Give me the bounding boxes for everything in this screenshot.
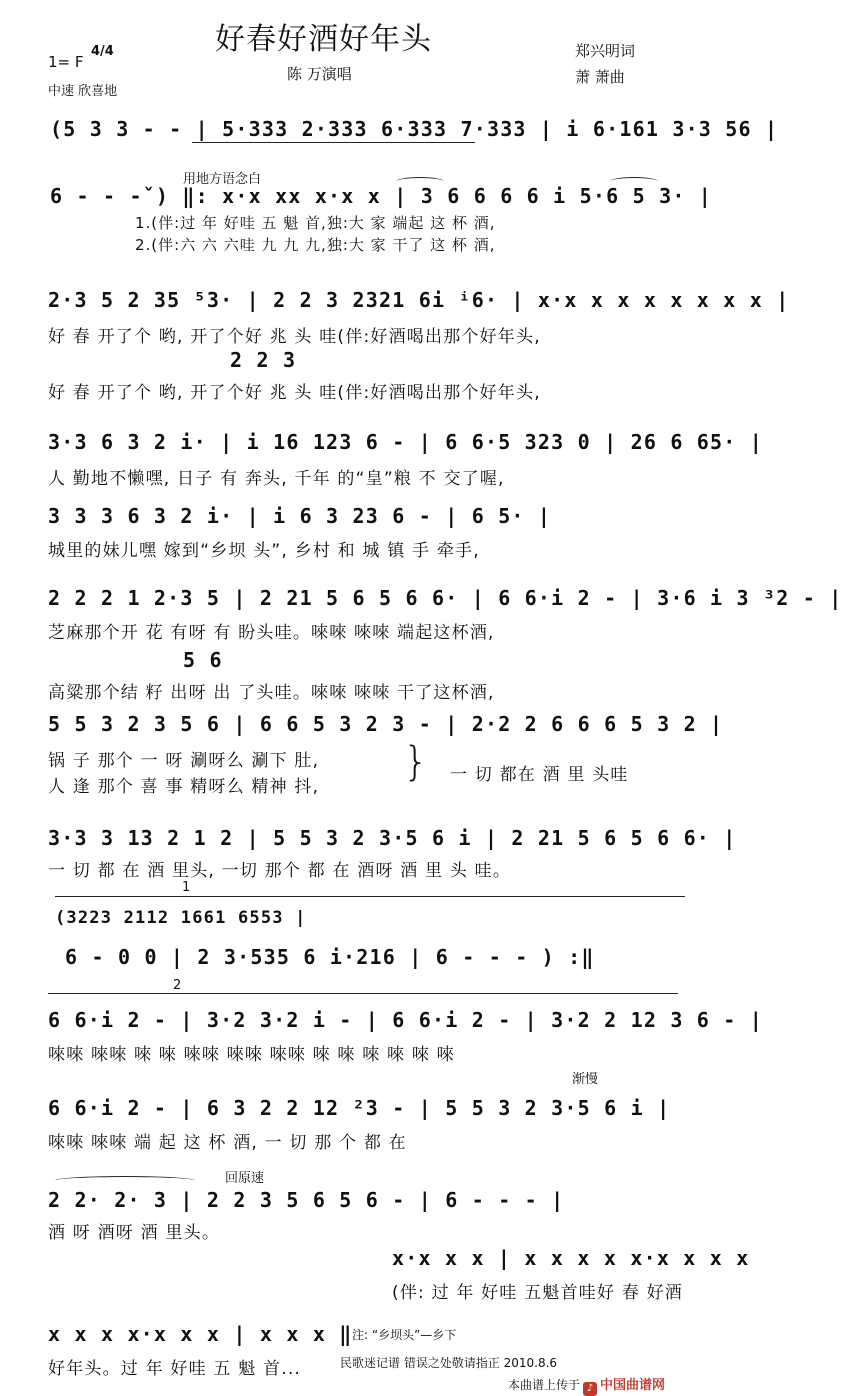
lyric-verse-1: 1.(伴:过 年 好哇 五 魁 首,独:大 家 端起 这 杯 酒, xyxy=(135,214,496,232)
score-line-2: 6 - - -ˇ) ‖: x·x xx x·x x | 3 6 6 6 6 i 5·6 5 3· | xyxy=(50,184,713,208)
score-line-11: 6 6·i 2 - | 3·2 3·2 i - | 6 6·i 2 - | 3·2 2 12 3 6 - | xyxy=(48,1008,764,1032)
a-tempo-marking: 回原速 xyxy=(225,1171,265,1186)
lyric-line-8: 一 切 都 在 酒 里头, 一切 那个 都 在 酒呀 酒 里 头 哇。 xyxy=(48,861,512,881)
score-line-4: 3·3 6 3 2 i· | i 16 123 6 - | 6 6·5 323 0 | 26 6 65· | xyxy=(48,430,764,454)
lyric-line-6a: 芝麻那个开 花 有呀 有 盼头哇。唻唻 唻唻 端起这杯酒, xyxy=(48,623,495,643)
score-line-13: 2 2· 2· 3 | 2 2 3 5 6 5 6 - | 6 - - - | xyxy=(48,1188,565,1212)
score-line-1: (5 3 3 - - | 5·333 2·333 6·333 7·333 | i 6·161 3·3 56 | xyxy=(50,117,779,141)
underline-beam xyxy=(192,142,475,143)
upload-source xyxy=(508,1374,665,1396)
time-signature: 4/4 xyxy=(91,44,114,59)
transcriber-credit: 民歌迷记谱 错误之处敬请指正 2010.8.6 xyxy=(340,1356,558,1370)
volta-bracket-2 xyxy=(48,993,678,994)
site-brand[interactable]: 中国曲谱网 xyxy=(600,1378,666,1393)
lyric-verse-2: 2.(伴:六 六 六哇 九 九 九,独:大 家 干了 这 杯 酒, xyxy=(135,236,496,254)
score-line-10: 6 - 0 0 | 2 3·535 6 i·216 | 6 - - - ) :‖ xyxy=(65,945,595,969)
site-logo-icon: ♪ xyxy=(583,1382,597,1396)
lyricist-credit: 郑兴明词 xyxy=(575,42,636,60)
alt-notes-1: 2 2 3 xyxy=(230,348,297,372)
lyric-line-7b: 人 逢 那个 喜 事 精呀么 精神 抖, xyxy=(48,777,320,797)
footnote: 注: “乡坝头”—乡下 xyxy=(352,1328,457,1342)
lyric-line-13: 酒 呀 酒呀 酒 里头。 xyxy=(48,1223,221,1243)
song-title: 好春好酒好年头 xyxy=(215,22,432,57)
upload-label: 本曲谱上传于 xyxy=(508,1378,581,1392)
alt-notes-2: 5 6 xyxy=(183,648,223,672)
lyric-line-3b: 好 春 开了个 哟, 开了个好 兆 头 哇(伴:好酒喝出那个好年头, xyxy=(48,383,541,403)
tie xyxy=(55,1176,195,1185)
composer-credit: 萧 萧曲 xyxy=(575,68,625,86)
lyric-line-11: 唻唻 唻唻 唻 唻 唻唻 唻唻 唻唻 唻 唻 唻 唻 唻 唻 xyxy=(48,1045,455,1065)
score-line-6: 2 2 2 1 2·3 5 | 2 21 5 6 5 6 6· | 6 6·i 2 - | 3·6 i 3 ³2 - | xyxy=(48,586,842,610)
volta-number-2: 2 xyxy=(173,978,182,993)
lyric-line-15: 好年头。过 年 好哇 五 魁 首... xyxy=(48,1359,302,1379)
tempo-marking: 中速 欣喜地 xyxy=(48,84,118,99)
singer-credit: 陈 万演唱 xyxy=(287,65,352,83)
lyric-line-14: (伴: 过 年 好哇 五魁首哇好 春 好酒 xyxy=(392,1283,683,1303)
slur xyxy=(396,177,444,186)
score-line-8: 3·3 3 13 2 1 2 | 5 5 3 2 3·5 6 i | 2 21 5 6 5 6 6· | xyxy=(48,826,737,850)
score-line-15: x x x x·x x x | x x x ‖ xyxy=(48,1322,353,1346)
brace: } xyxy=(403,739,429,785)
rit-marking: 渐慢 xyxy=(572,1072,599,1087)
score-line-5: 3 3 3 6 3 2 i· | i 6 3 23 6 - | 6 5· | xyxy=(48,504,552,528)
lyric-line-12: 唻唻 唻唻 端 起 这 杯 酒, 一 切 那 个 都 在 xyxy=(48,1133,407,1153)
spoken-note: 用地方语念白 xyxy=(183,172,262,187)
score-line-7: 5 5 3 2 3 5 6 | 6 6 5 3 2 3 - | 2·2 2 6 6 6 5 3 2 | xyxy=(48,712,724,736)
lyric-line-6b: 高粱那个结 籽 出呀 出 了头哇。唻唻 唻唻 干了这杯酒, xyxy=(48,683,495,703)
volta-bracket-1 xyxy=(55,896,685,897)
score-line-9: (3223 2112 1661 6553 | xyxy=(55,908,307,928)
score-line-12: 6 6·i 2 - | 6 3 2 2 12 ²3 - | 5 5 3 2 3·5 6 i | xyxy=(48,1096,671,1120)
score-line-14: x·x x x | x x x x x·x x x x xyxy=(392,1246,750,1270)
lyric-line-3a: 好 春 开了个 哟, 开了个好 兆 头 哇(伴:好酒喝出那个好年头, xyxy=(48,327,541,347)
lyric-line-4: 人 勤地不懒嘿, 日子 有 奔头, 千年 的“皇”粮 不 交了喔, xyxy=(48,469,505,489)
key-signature: 1= F xyxy=(48,53,84,71)
lyric-line-5: 城里的妹儿嘿 嫁到“乡坝 头”, 乡村 和 城 镇 手 牵手, xyxy=(48,541,480,561)
lyric-line-7a: 锅 子 那个 一 呀 涮呀么 涮下 肚, xyxy=(48,751,320,771)
score-line-3: 2·3 5 2 35 ⁵3· | 2 2 3 2321 6i ⁱ6· | x·x x x x x x x x | xyxy=(48,288,790,312)
lyric-line-7c: 一 切 都在 酒 里 头哇 xyxy=(450,765,629,785)
slur xyxy=(610,177,658,186)
volta-number-1: 1 xyxy=(182,880,191,895)
